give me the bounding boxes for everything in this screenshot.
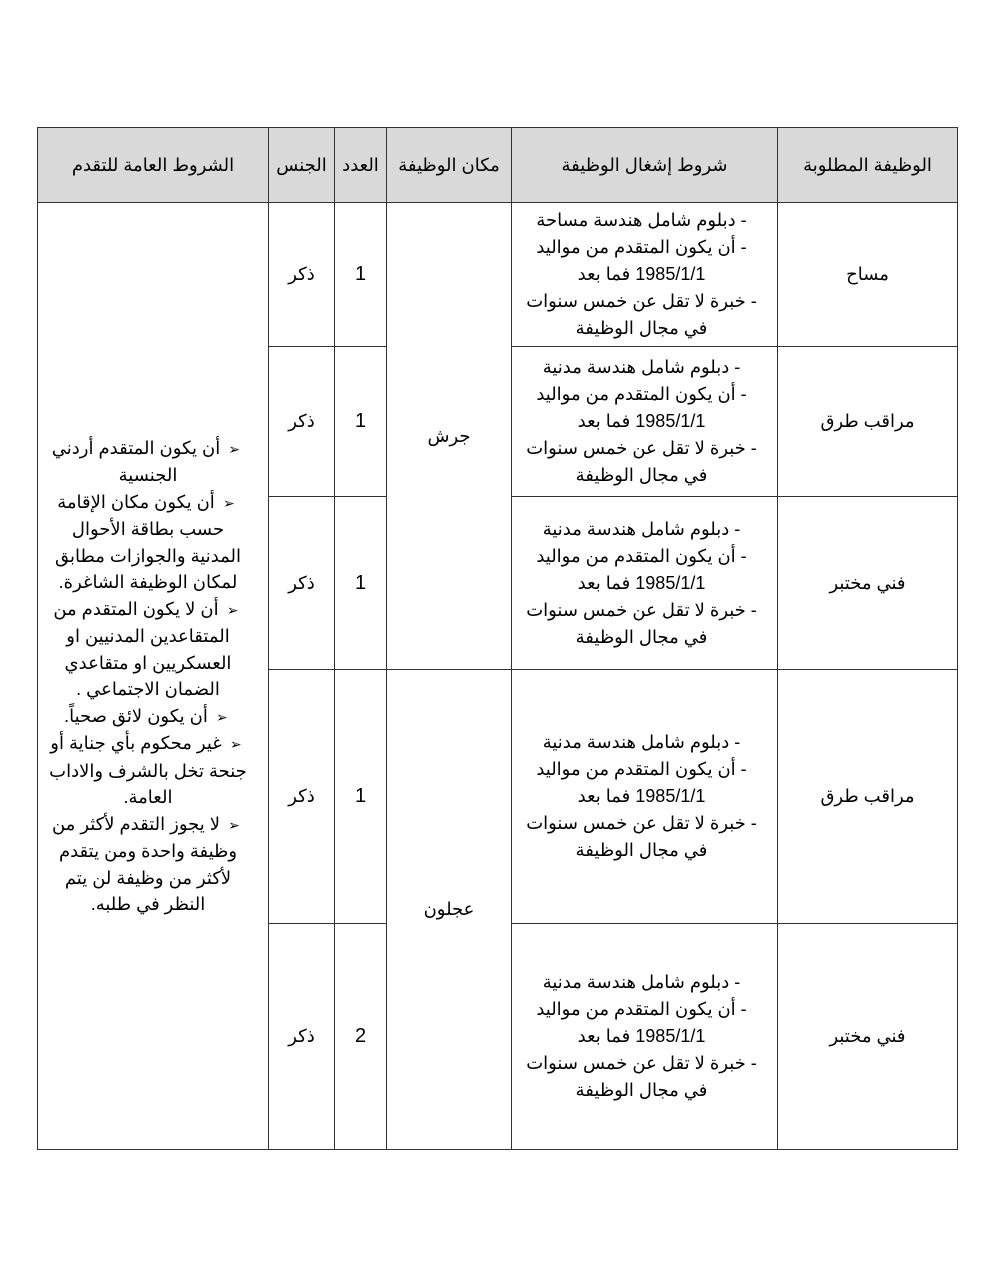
condition-line: 1985/1/1 فما بعد — [577, 1026, 706, 1046]
condition-line: 1985/1/1 فما بعد — [577, 572, 706, 593]
header-job: الوظيفة المطلوبة — [778, 128, 958, 203]
job-title: فني مختبر — [778, 924, 958, 1150]
header-count: العدد — [335, 128, 387, 203]
condition-line: - دبلوم شامل هندسة مدنية — [542, 972, 741, 992]
arrow-check-bullet-icon: ➢ — [226, 601, 239, 618]
header-row — [38, 128, 958, 203]
arrow-check-bullet-icon: ➢ — [228, 816, 240, 833]
table-row — [38, 203, 958, 347]
job-gender: ذكر — [269, 347, 335, 497]
condition-line: - خبرة لا تقل عن خمس سنوات — [526, 291, 757, 311]
condition-line: في مجال الوظيفة — [575, 626, 708, 647]
condition-line: 1985/1/1 فما بعد — [577, 411, 706, 431]
condition-line: في مجال الوظيفة — [575, 1080, 708, 1100]
job-count: 1 — [335, 497, 387, 670]
job-conditions — [512, 347, 778, 497]
job-count: 1 — [335, 670, 387, 924]
job-gender: ذكر — [269, 203, 335, 347]
job-title: مراقب طرق — [778, 347, 958, 497]
job-gender: ذكر — [269, 670, 335, 924]
condition-line: - خبرة لا تقل عن خمس سنوات — [526, 438, 757, 458]
condition-line: - دبلوم شامل هندسة مدنية — [542, 732, 741, 752]
header-location: مكان الوظيفة — [387, 128, 512, 203]
condition-line: في مجال الوظيفة — [575, 318, 708, 338]
job-location: عجلون — [387, 670, 512, 1150]
condition-line: - دبلوم شامل هندسة مدنية — [542, 518, 741, 539]
condition-line: - دبلوم شامل هندسة مدنية — [542, 357, 741, 377]
condition-line: - أن يكون المتقدم من مواليد — [536, 999, 747, 1019]
job-title: فني مختبر — [778, 497, 958, 670]
arrow-check-bullet-icon: ➢ — [229, 736, 242, 752]
header-gender: الجنس — [269, 128, 335, 203]
condition-line: في مجال الوظيفة — [575, 465, 708, 485]
list-item: ➢أن يكون مكان الإقامة حسب بطاقة الأحوال المدنية والجوازات مطابق لمكان الوظيفة الشاغرة. — [54, 491, 242, 592]
job-count: 1 — [335, 203, 387, 347]
list-item: ➢غير محكوم بأي جناية أو جنحة تخل بالشرف والاداب العامة. — [49, 733, 247, 807]
condition-line: 1985/1/1 فما بعد — [577, 264, 706, 284]
job-conditions — [512, 203, 778, 347]
job-conditions — [512, 670, 778, 924]
job-conditions — [512, 924, 778, 1150]
header-conditions: شروط إشغال الوظيفة — [512, 128, 778, 203]
job-title: مساح — [778, 203, 958, 347]
job-count: 1 — [335, 347, 387, 497]
list-item: ➢لا يجوز التقدم لأكثر من وظيفة واحدة ومن يتقدم لأكثر من وظيفة لن يتم النظر في طلبه. — [48, 811, 248, 918]
general-conditions — [38, 203, 269, 1150]
job-count: 2 — [335, 924, 387, 1150]
job-title: مراقب طرق — [778, 670, 958, 924]
condition-line: - أن يكون المتقدم من مواليد — [536, 545, 747, 566]
condition-line: - دبلوم شامل هندسة مساحة — [536, 210, 747, 230]
header-general: الشروط العامة للتقدم — [38, 128, 269, 203]
condition-line: - خبرة لا تقل عن خمس سنوات — [526, 813, 757, 833]
list-item: ➢أن لا يكون المتقدم من المتقاعدين المدنيين او العسكريين او متقاعدي الضمان الاجتماعي . — [48, 596, 248, 703]
job-location: جرش — [387, 203, 512, 670]
job-gender: ذكر — [269, 924, 335, 1150]
arrow-check-bullet-icon: ➢ — [228, 440, 241, 457]
condition-line: في مجال الوظيفة — [575, 840, 708, 860]
condition-line: - أن يكون المتقدم من مواليد — [536, 237, 747, 257]
condition-line: - أن يكون المتقدم من مواليد — [536, 384, 747, 404]
list-item: ➢أن يكون المتقدم أردني الجنسية — [48, 435, 248, 489]
condition-line: - خبرة لا تقل عن خمس سنوات — [526, 1053, 757, 1073]
arrow-check-bullet-icon: ➢ — [216, 708, 228, 725]
list-item: ➢أن يكون لائق صحياً. — [48, 703, 248, 731]
arrow-check-bullet-icon: ➢ — [222, 494, 235, 511]
condition-line: - أن يكون المتقدم من مواليد — [536, 759, 747, 779]
condition-line: - خبرة لا تقل عن خمس سنوات — [526, 599, 757, 620]
general-conditions-list — [48, 435, 248, 918]
jobs-table — [37, 127, 958, 1150]
condition-line: 1985/1/1 فما بعد — [577, 786, 706, 806]
job-conditions — [512, 497, 778, 670]
job-gender: ذكر — [269, 497, 335, 670]
